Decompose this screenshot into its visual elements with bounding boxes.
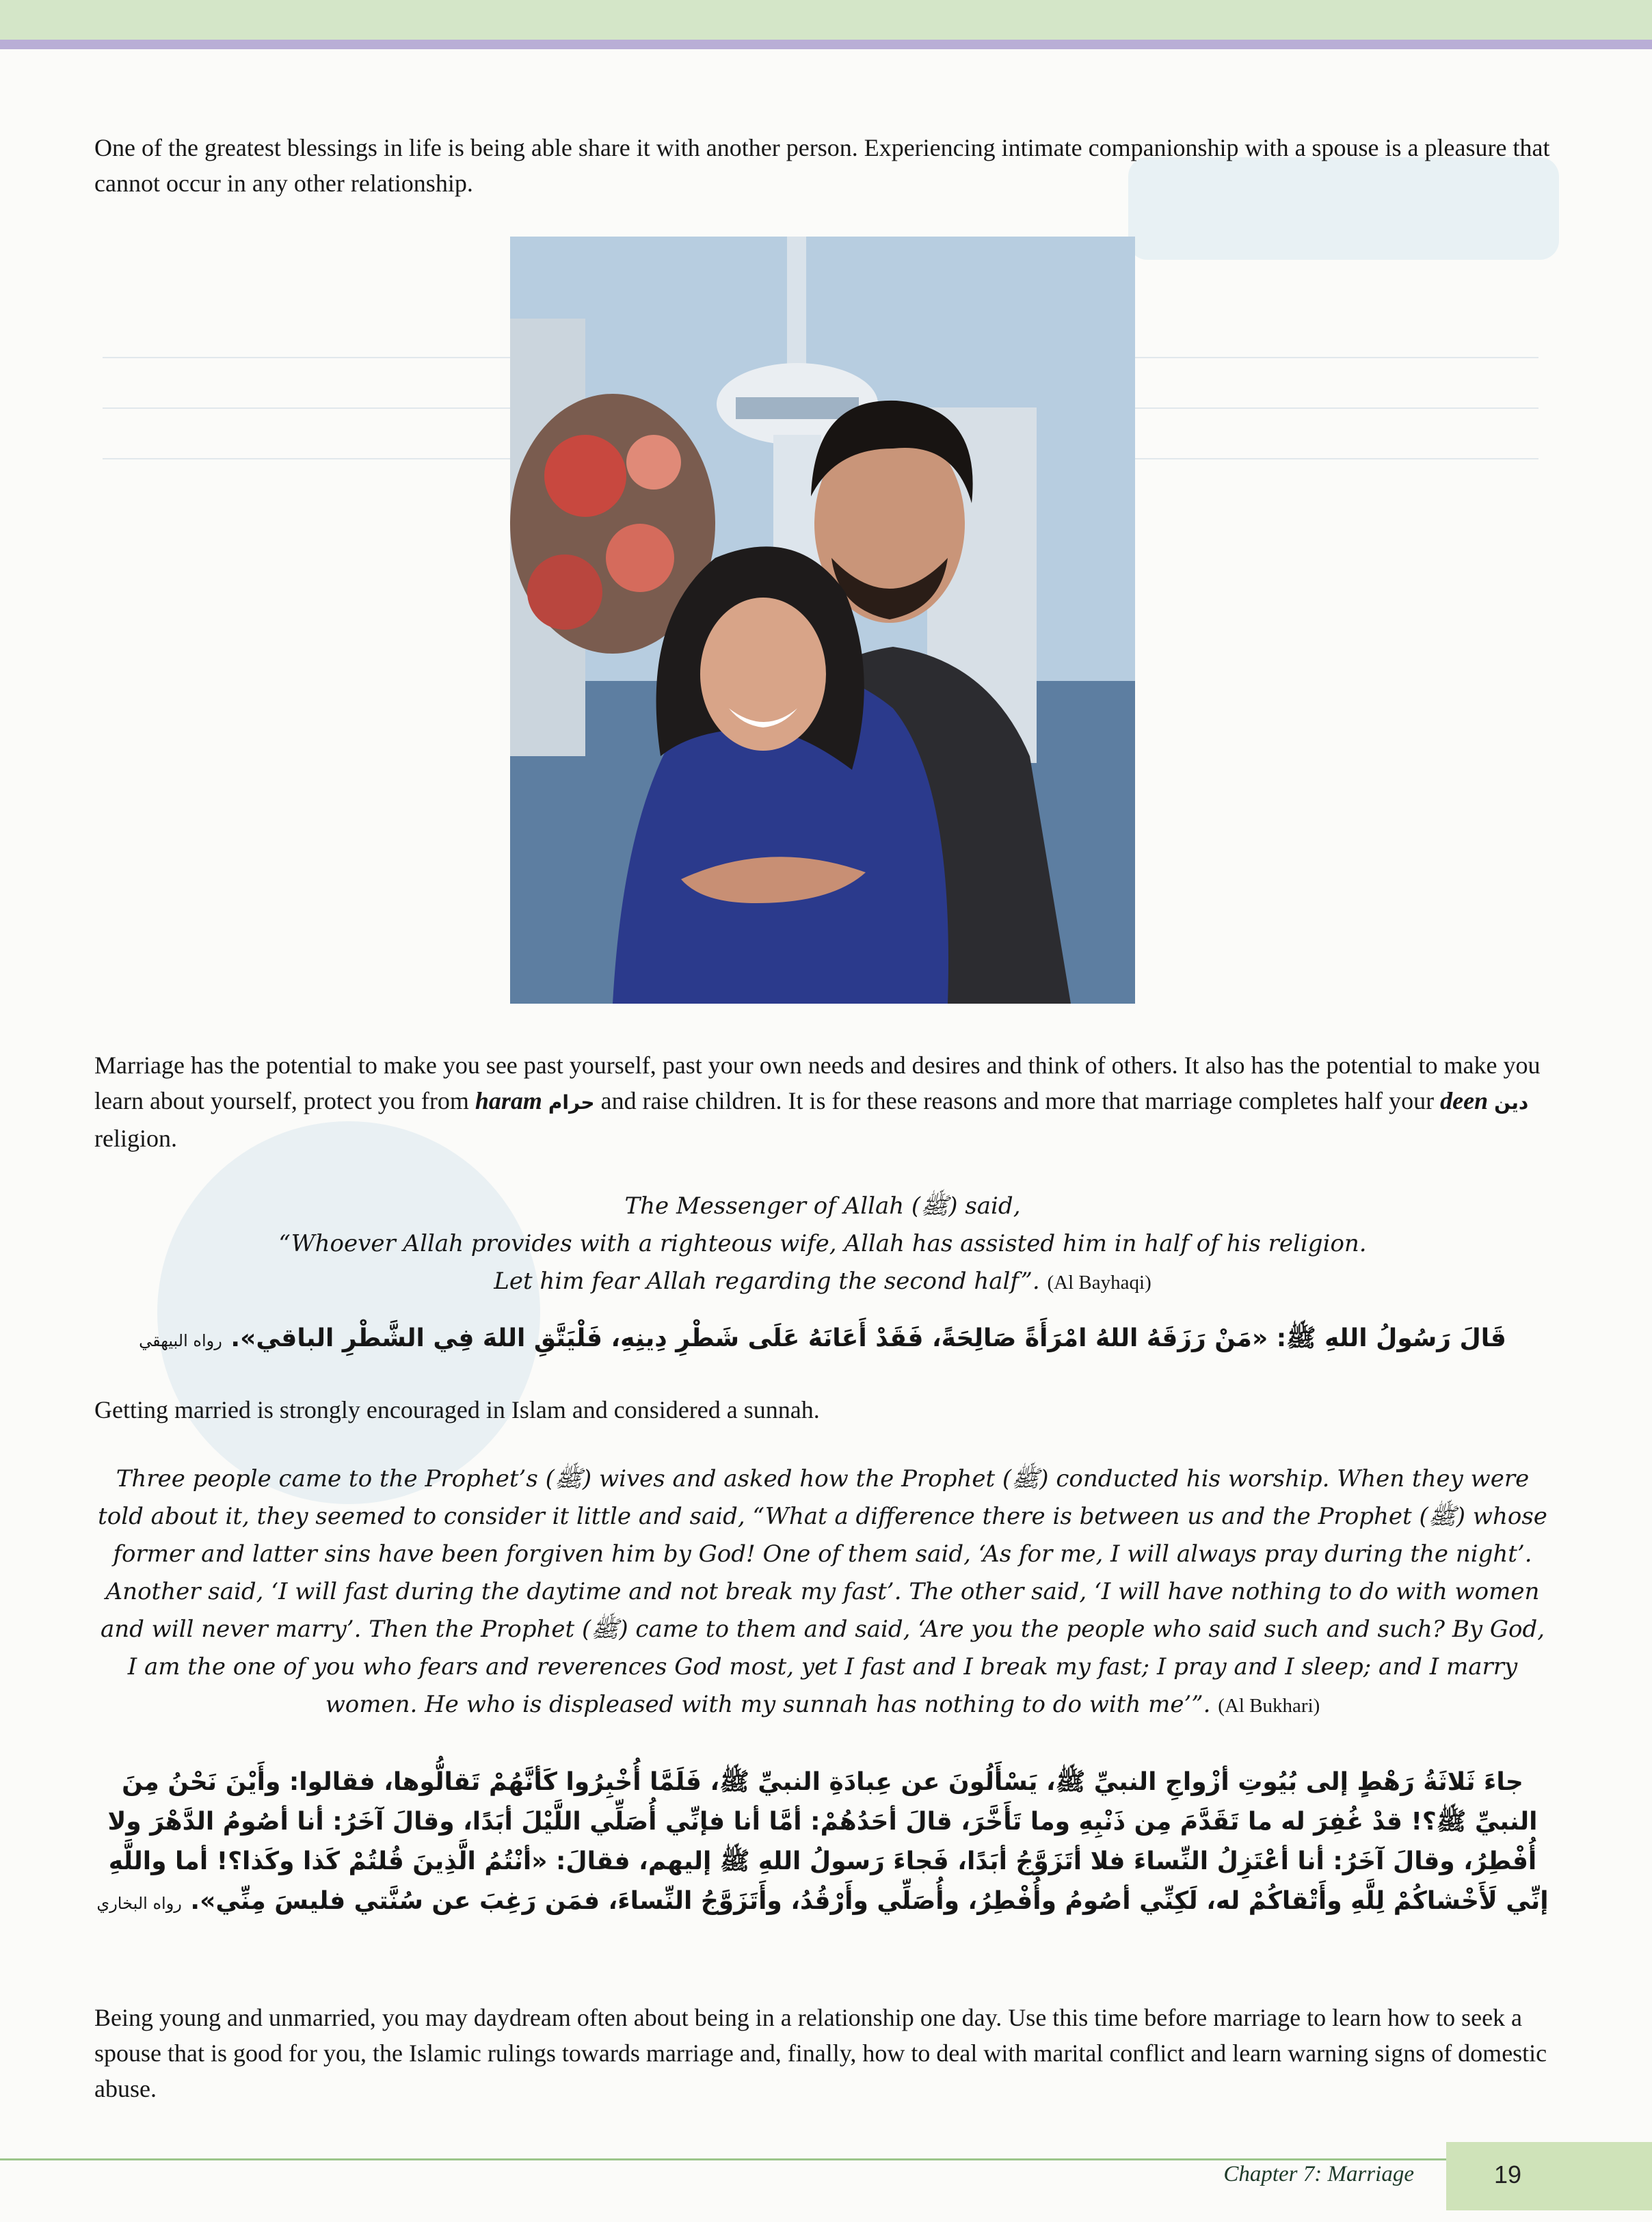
hadith1-intro: The Messenger of Allah (ﷺ) said,: [624, 1192, 1021, 1220]
hadith1-arabic: [94, 1318, 1551, 1361]
hadith-half-religion: [94, 1188, 1551, 1302]
sunnah-paragraph: Getting married is strongly encouraged in Islam and considered a sunnah.: [94, 1396, 820, 1423]
top-color-band: [0, 0, 1652, 40]
intro-paragraph: One of the greatest blessings in life is being able share it with another person. Experiencing intimate companionship with a spouse is a pleasure that cannot occur in any other relationship.: [94, 134, 1550, 197]
bleed-through-shape: [157, 1121, 540, 1504]
term-haram-arabic: حرام: [548, 1091, 595, 1114]
marriage-paragraph: [94, 1047, 1551, 1156]
hadith2-arabic-text: جاءَ ثَلاثَةُ رَهْطٍ إلى بُيُوتِ أزْواجِ النبيِّ ﷺ، يَسْأَلُونَ عن عِبادَةِ النبيِّ ﷺ، فَلَمَّا أُخْبِرُوا كَأنَّهُمْ تَقالُّوها، فقالوا: وأَيْنَ نَحْنُ مِنَ النبيِّ ﷺ؟! قدْ غُفِرَ له ما تَقَدَّمَ مِن ذَنْبِهِ وما تَأَخَّرَ، قالَ أحَدُهُمْ: أمَّا أنا فإنِّي أُصَلِّي اللَّيْلَ أبَدًا، وقالَ آخَرُ: أنا أصُومُ الدَّهْرَ ولا أُفْطِرُ، وقالَ آخَرُ: أنا أعْتَزِلُ النِّساءَ فلا أتَزَوَّجُ أبَدًا، فَجاءَ رَسولُ اللهِ ﷺ إليهم، فقالَ: «أنْتُمُ الَّذِينَ قُلتُمْ كَذا وكَذا؟! أما واللَّهِ إنِّي لَأَخْشاكُمْ لِلَّهِ وأَتْقاكُمْ له، لَكِنِّي أصُومُ وأُفْطِرُ، وأُصَلِّي وأَرْقُدُ، وأَتَزَوَّجُ النِّساءَ، فمَن رَغِبَ عن سُنَّتي فليسَ مِنِّي».: [107, 1768, 1549, 1915]
top-accent-line: [0, 40, 1652, 49]
hadith2-source: (Al Bukhari): [1218, 1695, 1320, 1717]
footer-rule: [0, 2158, 1573, 2160]
hadith2-text: Three people came to the Prophet’s (ﷺ) wives and asked how the Prophet (ﷺ) conducted his worship. When they were told about it, they seemed to consider it little and said, “What a difference there is between us and the Prophet (ﷺ) whose former and latter sins have been forgiven him by God! One of them said, ‘As for me, I will always pray during the night’. Another said, ‘I will fast during the daytime and not break my fast’. The other said, ‘I will have nothing to do with women and will never marry’. Then the Prophet (ﷺ) came to them and said, ‘Are you the people who said such and such? By God, I am the one of you who fears and reverences God most, yet I fast and I break my fast; I pray and I sleep; and I marry women. He who is displeased with my sunnah has nothing to do with me’”.: [98, 1465, 1547, 1718]
term-deen-arabic: دين: [1494, 1091, 1529, 1114]
hadith2-arabic: [94, 1763, 1551, 1923]
hadith1-arabic-source: رواه البيهقي: [139, 1331, 222, 1350]
couple-illustration: [510, 237, 1135, 1004]
marriage-text-part1: Marriage has the potential to make you see past yourself, past your own needs and desires and think of others. It also has the potential to make you learn about yourself, protect you from: [94, 1052, 1541, 1114]
page-number: 19: [1493, 2160, 1522, 2188]
chapter-title: Chapter 7: Marriage: [1223, 2162, 1414, 2186]
hadith2-arabic-source: رواه البخاري: [96, 1894, 182, 1913]
marriage-text-part2: and raise children. It is for these reasons and more that marriage completes half your: [594, 1087, 1441, 1114]
hadith1-arabic-text: قَالَ رَسُولُ اللهِ ﷺ: «مَنْ رَزَقَهُ اللهُ امْرَأَةً صَالِحَةً، فَقَدْ أَعَانَهُ عَلَى شَطْرِ دِينِهِ، فَلْيَتَّقِ اللهَ فِي الشَّطْرِ الباقي».: [230, 1324, 1506, 1352]
hadith1-line2: “Whoever Allah provides with a righteous wife, Allah has assisted him in half of his religion.: [278, 1230, 1367, 1257]
closing-paragraph: Being young and unmarried, you may daydream often about being in a relationship one day. Use this time before marriage to learn how to seek a spouse that is good for you, the Islamic rulings towards marriage and, finally, how to deal with marital conflict and learn warning signs of domestic abuse.: [94, 2004, 1547, 2102]
marriage-text-part3: religion.: [94, 1125, 177, 1152]
hadith1-line3: Let him fear Allah regarding the second half”.: [494, 1268, 1040, 1295]
hadith1-source: (Al Bayhaqi): [1047, 1272, 1151, 1294]
term-deen: deen: [1440, 1087, 1489, 1114]
couple-photo: [510, 237, 1135, 1004]
term-haram: haram: [475, 1087, 542, 1114]
hadith-three-people: [94, 1460, 1551, 1725]
